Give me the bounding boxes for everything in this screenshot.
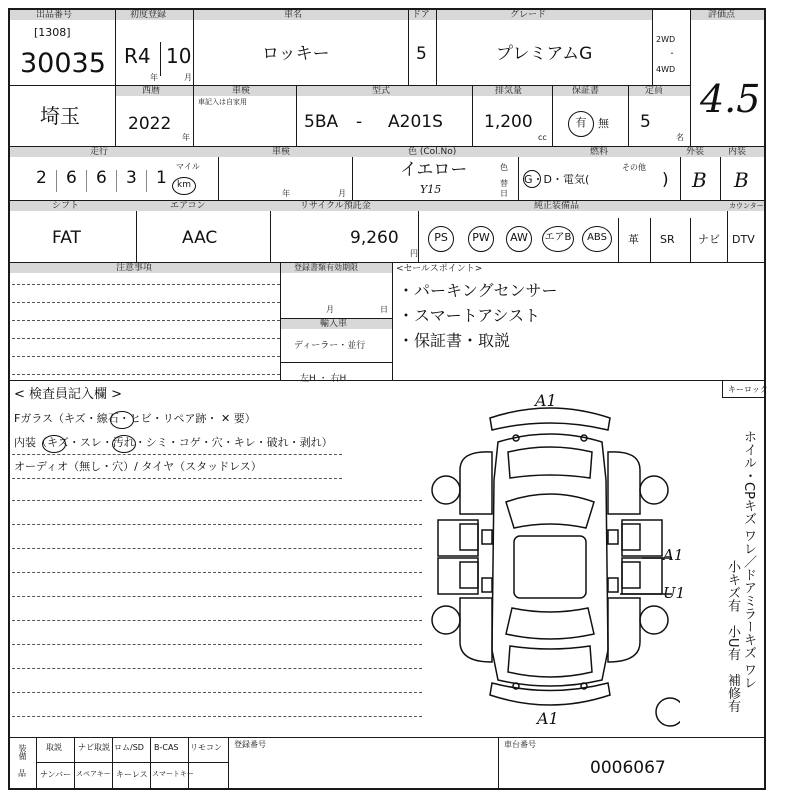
model-code: A201S (388, 112, 443, 132)
equip-head: 装備 (18, 744, 27, 760)
label-bar (10, 147, 764, 157)
caution-line (12, 374, 280, 375)
col-rule (74, 737, 75, 789)
score-label: 評価点 (708, 10, 736, 20)
car-name-label: 車名 (284, 10, 303, 20)
hand-circle (42, 435, 66, 453)
first-reg-month: 10 (166, 44, 192, 68)
shaken-day: 日 (500, 189, 508, 198)
inspector-line (12, 716, 422, 717)
inspector-line (12, 524, 422, 525)
bottom-label: 取説 (46, 743, 62, 752)
keyless-label: カウンター (729, 202, 764, 210)
recycle-label: リサイクル預託金 (300, 201, 371, 211)
digit-sep (56, 170, 57, 192)
inspector-interior: 内装（キズ・スレ・汚れ・シミ・コゲ・穴・キレ・破れ・剥れ） (14, 436, 333, 449)
first-reg-nen: 年 (150, 73, 158, 82)
equip-aw: AW (506, 226, 532, 252)
digit-sep (116, 170, 117, 192)
shaken-label: 車検 (272, 147, 291, 157)
inspector-title: < 検査員記入欄 > (14, 387, 123, 402)
mileage-digit: 1 (156, 168, 167, 188)
hand-circle (110, 411, 134, 429)
equip-abs: ABS (582, 226, 612, 252)
mileage-mile: マイル (176, 162, 200, 171)
doors-label: ドア (412, 10, 430, 20)
handle-label: 左H ・ 右H (300, 374, 347, 384)
row-rule (280, 362, 392, 363)
exterior-grade: B (692, 168, 707, 192)
aircon-label: エアコン (170, 201, 206, 211)
color-code: Y15 (420, 183, 442, 196)
color-side-2: 替 (500, 179, 508, 188)
col-rule (36, 737, 37, 789)
equip-sr: SR (660, 233, 675, 246)
caution-line (12, 284, 280, 285)
mark-rear: A1 (537, 709, 559, 728)
right-note: 小キズ有 小U有 補修有 (724, 560, 740, 713)
sales-point: ・保証書・取説 (398, 331, 511, 350)
shaken-month: 月 (338, 189, 346, 198)
col-rule (112, 737, 113, 789)
displacement-label: 排気量 (495, 86, 523, 96)
caution-line (12, 302, 280, 303)
col-rule (690, 8, 691, 147)
sales-point: ・パーキングセンサー (398, 281, 558, 300)
inspector-line (12, 572, 422, 573)
col-rule (652, 8, 653, 86)
drive-4wd: 4WD (656, 65, 676, 74)
digit-sep (146, 170, 147, 192)
caution-label: 注意事項 (116, 263, 153, 273)
equip-navi: ナビ (698, 233, 720, 246)
mark-side-a: A1 (663, 546, 684, 564)
color-name: イエロー (400, 160, 468, 180)
exterior-label: 外装 (686, 147, 705, 157)
col-rule (228, 737, 229, 789)
hand-circle (112, 435, 136, 453)
frame-number: 0006067 (590, 758, 666, 778)
inspector-line (12, 692, 422, 693)
equip-leather: 革 (628, 233, 639, 246)
mark-front: A1 (535, 391, 557, 410)
color-label: 色 (Col.No) (408, 147, 457, 157)
deadline-day: 日 (380, 305, 388, 314)
equipment-label: 純正装備品 (534, 201, 580, 211)
caution-line (12, 320, 280, 321)
registration-label: 登録番号 (234, 740, 266, 749)
digit-sep (86, 170, 87, 192)
year-label: 西暦 (142, 86, 161, 96)
fuel-other: その他 (622, 163, 646, 172)
col-rule (188, 737, 189, 789)
grade-value: プレミアムG (496, 44, 593, 64)
car-name: ロッキー (262, 44, 330, 64)
lot-number: 30035 (20, 48, 106, 79)
displacement-unit: cc (538, 133, 547, 142)
bottom-label: スペアキー (76, 770, 111, 778)
frame-label: 車台番号 (504, 740, 536, 749)
bottom-label: ナビ取説 (78, 743, 110, 752)
col-rule (722, 380, 723, 398)
mileage-km-circle: km (172, 177, 196, 195)
inspector-line (12, 644, 422, 645)
equip-ps: PS (428, 226, 454, 252)
inspector-line (12, 548, 422, 549)
sales-point-label: <セールスポイント> (396, 264, 483, 274)
col-rule (392, 262, 393, 381)
col-rule (618, 218, 619, 263)
key-lock-label: キーロック (728, 385, 768, 394)
equip-head: 品 (18, 769, 26, 778)
deadline-month: 月 (326, 305, 334, 314)
inspector-glass: Fガラス（キズ・線石・ヒビ・リペア跡・ ✕ 要） (14, 412, 256, 425)
first-reg-label: 初度登録 (130, 10, 167, 20)
car-diagram (420, 390, 680, 735)
warranty-no: 無 (598, 117, 609, 130)
year-value: 2022 (128, 114, 172, 134)
lot-bracket: [1308] (34, 26, 71, 39)
recycle-value: 9,260 (350, 228, 399, 248)
inspector-line (12, 620, 422, 621)
bottom-label: ナンバー (40, 770, 72, 779)
mileage-digit: 6 (66, 168, 77, 188)
inspection-note-label: 車検 (232, 86, 251, 96)
sales-point: ・スマートアシスト (398, 306, 541, 325)
capacity-unit: 名 (676, 133, 684, 142)
year-unit: 年 (182, 133, 190, 142)
inspector-line (12, 668, 422, 669)
first-reg-tsuki: 月 (184, 73, 192, 82)
caution-line (12, 356, 280, 357)
label-bar (10, 201, 764, 211)
col-rule (498, 737, 499, 789)
border-bottom (8, 788, 766, 790)
equip-dtv: DTV (732, 233, 755, 246)
row-rule (36, 762, 228, 763)
color-side-1: 色 (500, 163, 508, 172)
score-value: 4.5 (700, 77, 761, 121)
interior-grade: B (734, 168, 749, 192)
right-note: ホイル・CPキズ ワレ／ドアミラーキズ ワレ (740, 430, 756, 690)
row-rule (8, 737, 766, 738)
interior-label: 内装 (728, 147, 747, 157)
warranty-label: 保証書 (572, 86, 600, 96)
inspector-line (12, 478, 342, 479)
deadline-label: 登録書類有効期限 (294, 263, 358, 272)
capacity-value: 5 (640, 112, 651, 132)
col-rule (115, 8, 116, 147)
inspector-line (12, 596, 422, 597)
col-rule (160, 42, 161, 76)
equip-airbag: エアB (542, 226, 574, 252)
inspector-audio: オーディオ（無し・穴）/ タイヤ（スタッドレス） (14, 460, 262, 473)
recycle-unit: 円 (410, 249, 418, 258)
mileage-digits (28, 166, 172, 192)
equip-pw: PW (468, 226, 494, 252)
border-right (764, 8, 766, 790)
grade-label: グレード (510, 10, 547, 20)
mark-side-u: U1 (663, 584, 686, 602)
mileage-label: 走行 (90, 147, 109, 157)
model-dash: - (356, 112, 363, 132)
bottom-label: B-CAS (154, 743, 179, 752)
col-rule (193, 8, 194, 147)
row-rule (722, 397, 766, 398)
warranty-yes-circle: 有 (568, 111, 594, 137)
col-rule (150, 737, 151, 789)
fuel-label: 燃料 (590, 147, 609, 157)
model-label: 型式 (372, 86, 391, 96)
drive-dot: ・ (668, 49, 676, 58)
bottom-label: リモコン (190, 743, 222, 752)
row-rule (8, 380, 766, 381)
drive-2wd: 2WD (656, 35, 676, 44)
border-left (8, 8, 10, 790)
shift-value: FAT (52, 228, 81, 248)
lot-label: 出品番号 (36, 10, 73, 20)
col-rule (690, 218, 691, 263)
mileage-digit: 3 (126, 168, 137, 188)
displacement-value: 1,200 (484, 112, 533, 132)
aircon-value: AAC (182, 228, 218, 248)
mileage-digit: 6 (96, 168, 107, 188)
inspector-line (12, 500, 422, 501)
bottom-label: キーレス (116, 770, 148, 779)
caution-line (12, 338, 280, 339)
import-label: 輸入車 (320, 319, 348, 329)
shaken-year: 年 (282, 189, 290, 198)
capacity-label: 定員 (645, 86, 664, 96)
doors-value: 5 (416, 44, 427, 64)
region: 埼玉 (40, 104, 80, 128)
first-reg-era: R4 (124, 44, 151, 68)
model-prefix: 5BA (304, 112, 339, 132)
inspector-line (12, 454, 342, 455)
bottom-label: ロム/SD (114, 743, 144, 752)
year-note: 車記入は自家用 (198, 98, 247, 106)
fuel-options: G・D・電気( (524, 173, 590, 186)
fuel-gas-circle (523, 170, 541, 188)
col-rule (650, 218, 651, 263)
bottom-label: スマートキー (152, 770, 194, 778)
fuel-close: ) (662, 170, 669, 190)
shift-label: シフト (52, 201, 80, 211)
mileage-digit: 2 (36, 168, 47, 188)
dealer-label: ディーラー・並行 (294, 341, 366, 351)
